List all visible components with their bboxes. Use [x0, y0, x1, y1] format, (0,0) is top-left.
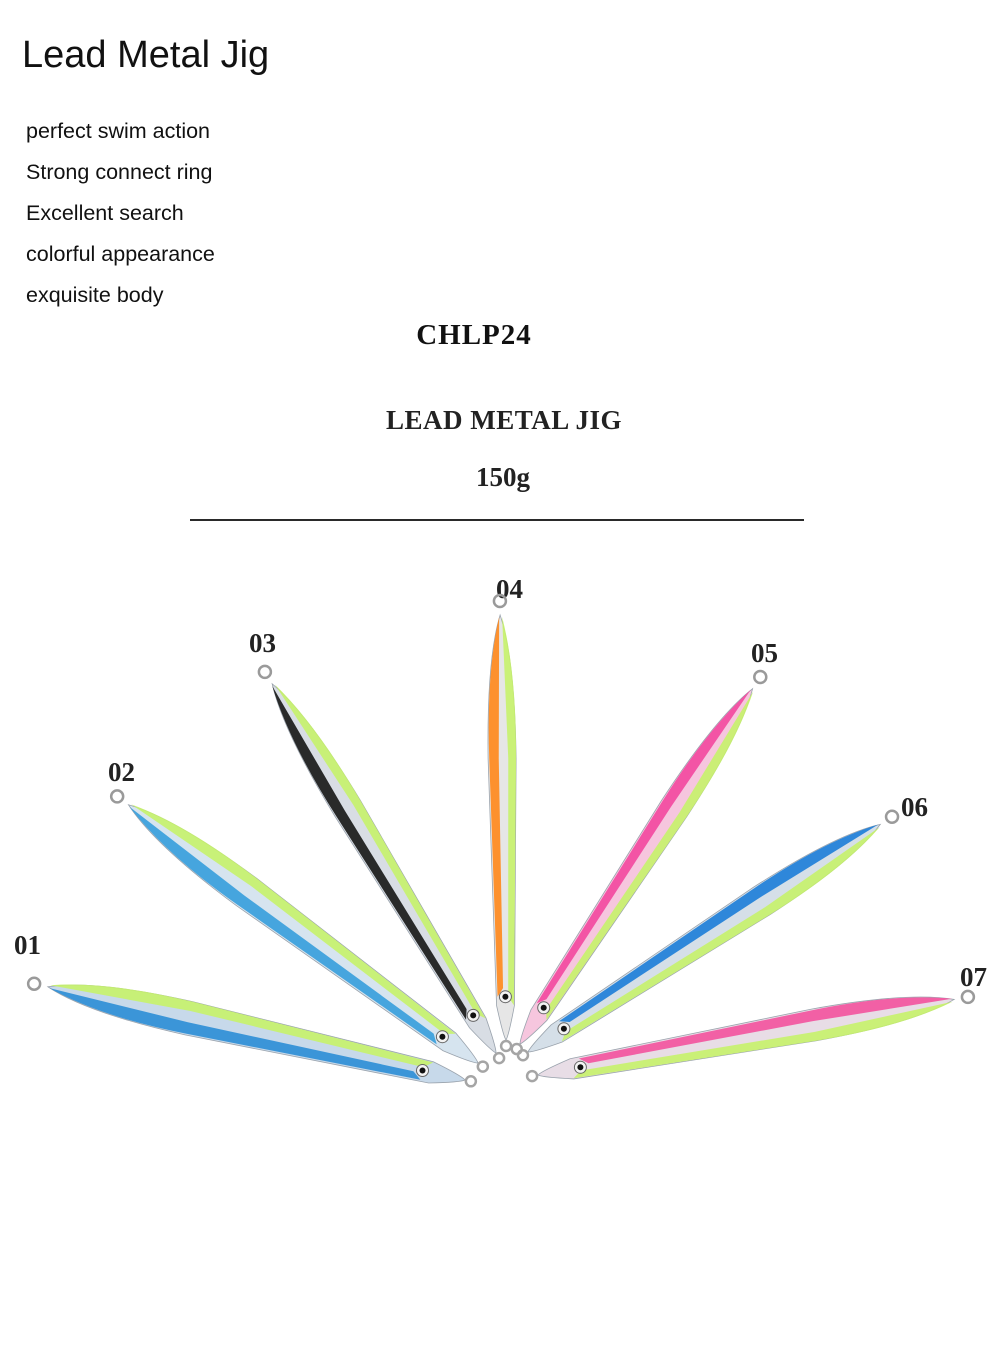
variant-label-01: 01: [14, 930, 41, 960]
jig-lure-04: [488, 595, 516, 1051]
jig-tail-ring: [501, 1041, 511, 1051]
jig-tail-ring: [527, 1071, 537, 1081]
page-title: Lead Metal Jig: [22, 34, 270, 76]
jig-lure-05: [512, 671, 767, 1054]
jig-lure-01: [28, 978, 476, 1087]
jig-tail-ring: [518, 1050, 528, 1060]
jig-pupil: [470, 1012, 476, 1018]
variant-label-06: 06: [901, 792, 928, 822]
jig-pupil: [502, 994, 508, 1000]
feature-item: Strong connect ring: [26, 160, 213, 184]
jig-ring: [259, 666, 271, 678]
jig-back-color: [537, 690, 751, 1003]
variant-label-05: 05: [751, 638, 778, 668]
jig-back-color: [50, 988, 421, 1080]
jig-ring: [28, 978, 40, 990]
feature-item: perfect swim action: [26, 119, 211, 143]
feature-item: colorful appearance: [26, 242, 215, 266]
jig-ring: [754, 671, 766, 683]
variant-label-03: 03: [249, 628, 276, 658]
jig-ring: [962, 991, 974, 1003]
jig-lure-fan-image: [0, 540, 1000, 1140]
variant-label-04: 04: [496, 574, 523, 604]
divider: [190, 519, 804, 521]
variant-label-07: 07: [960, 962, 987, 992]
jig-tail-ring: [478, 1062, 488, 1072]
model-code: CHLP24: [416, 319, 532, 351]
jig-pupil: [439, 1034, 445, 1040]
jig-ring: [886, 811, 898, 823]
feature-item: Excellent search: [26, 201, 184, 225]
jig-ring: [494, 595, 506, 607]
product-weight: 150g: [476, 462, 530, 492]
jig-pupil: [541, 1005, 547, 1011]
feature-list: [26, 117, 215, 322]
jig-pupil: [420, 1068, 426, 1074]
feature-item: exquisite body: [26, 283, 164, 307]
jig-tail-ring: [494, 1053, 504, 1063]
jig-ring: [111, 790, 123, 802]
product-name: LEAD METAL JIG: [385, 405, 623, 435]
jig-pupil: [577, 1064, 583, 1070]
jig-tail-ring: [466, 1076, 476, 1086]
jig-pupil: [561, 1026, 567, 1032]
variant-label-02: 02: [108, 757, 135, 787]
